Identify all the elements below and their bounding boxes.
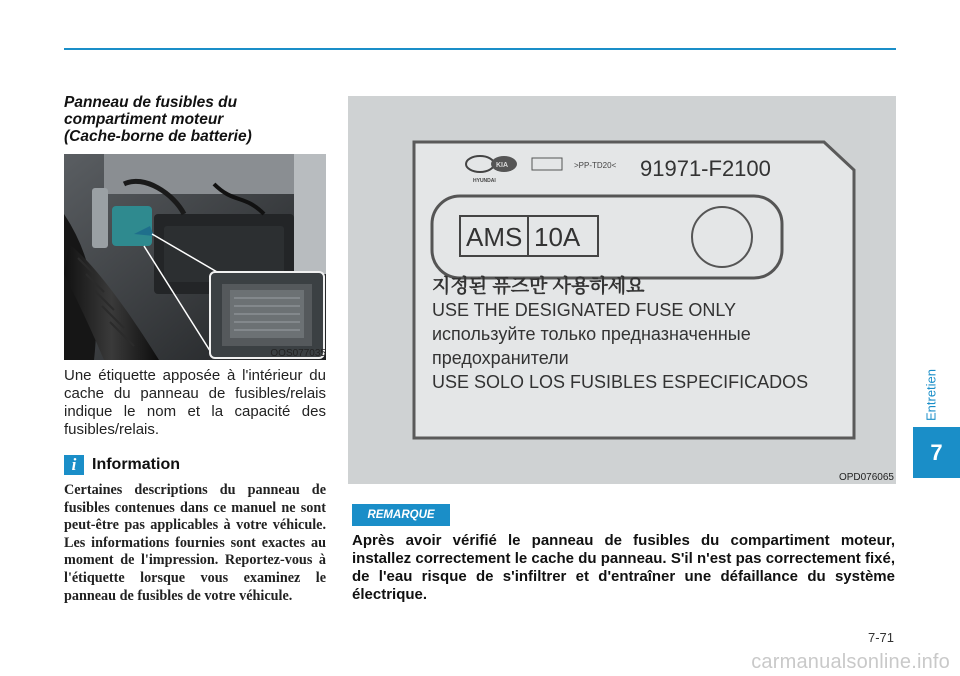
- hyundai-logo-text: HYUNDAI: [473, 178, 496, 184]
- fuse-label-drawing: [348, 96, 896, 484]
- section-title-line-3: (Cache-borne de batterie): [64, 128, 252, 145]
- information-heading: [64, 455, 180, 475]
- section-side-label: [917, 365, 945, 425]
- kia-logo-text: KIA: [496, 162, 509, 169]
- section-title: [64, 94, 334, 145]
- label-figure-code: OPD076065: [838, 472, 894, 483]
- section-side-label-text: Entretien: [923, 368, 939, 422]
- information-title: Information: [92, 456, 180, 473]
- section-title-line-2: compartiment moteur: [64, 111, 224, 128]
- engine-compartment-photo: [64, 154, 326, 360]
- part-number: 91971-F2100: [640, 156, 771, 181]
- top-rule: [64, 48, 896, 50]
- information-text: Certaines descriptions du panneau de fusibles contenues dans ce manuel ne sont peut-être pas applicables à votre véhicule. Les informations fournies sont exactes au moment de l'impression. Reportez-vous à l'étiquette lorsque vous examinez le panneau de fusibles de votre véhicule.: [64, 482, 326, 604]
- watermark: carmanualsonline.info: [751, 651, 950, 673]
- label-line-russian-2: предохранители: [432, 348, 569, 368]
- part-code-small: >PP-TD20<: [574, 161, 617, 170]
- label-line-english: USE THE DESIGNATED FUSE ONLY: [432, 300, 737, 320]
- fuse-rating: 10A: [534, 222, 581, 252]
- remark-text: Après avoir vérifié le panneau de fusibles du compartiment moteur, installez correctement le cache du panneau. S'il n'est pas correctement fixé, de l'eau risque de s'infiltrer et d'entraîner une défaillance du système électrique.: [352, 532, 895, 603]
- section-title-line-1: Panneau de fusibles du: [64, 94, 238, 111]
- photo-figure-code: OOS077035: [270, 348, 326, 359]
- label-line-korean: 지정된 퓨즈만 사용하세요: [432, 276, 645, 297]
- fuse-label-illustration: [348, 96, 896, 484]
- label-line-russian-1: используйте только предназначенные: [432, 324, 751, 344]
- chapter-tab: 7: [913, 427, 960, 478]
- engine-photo-illustration: [64, 154, 326, 360]
- page-number: 7-71: [867, 630, 894, 645]
- remark-badge: REMARQUE: [352, 504, 450, 526]
- body-paragraph: Une étiquette apposée à l'intérieur du cache du panneau de fusibles/relais indique le nom et la capacité des fusibles/relais.: [64, 367, 326, 438]
- info-icon: i: [64, 455, 84, 475]
- label-line-spanish: USE SOLO LOS FUSIBLES ESPECIFICADOS: [432, 372, 809, 392]
- fuse-type: AMS: [466, 222, 523, 252]
